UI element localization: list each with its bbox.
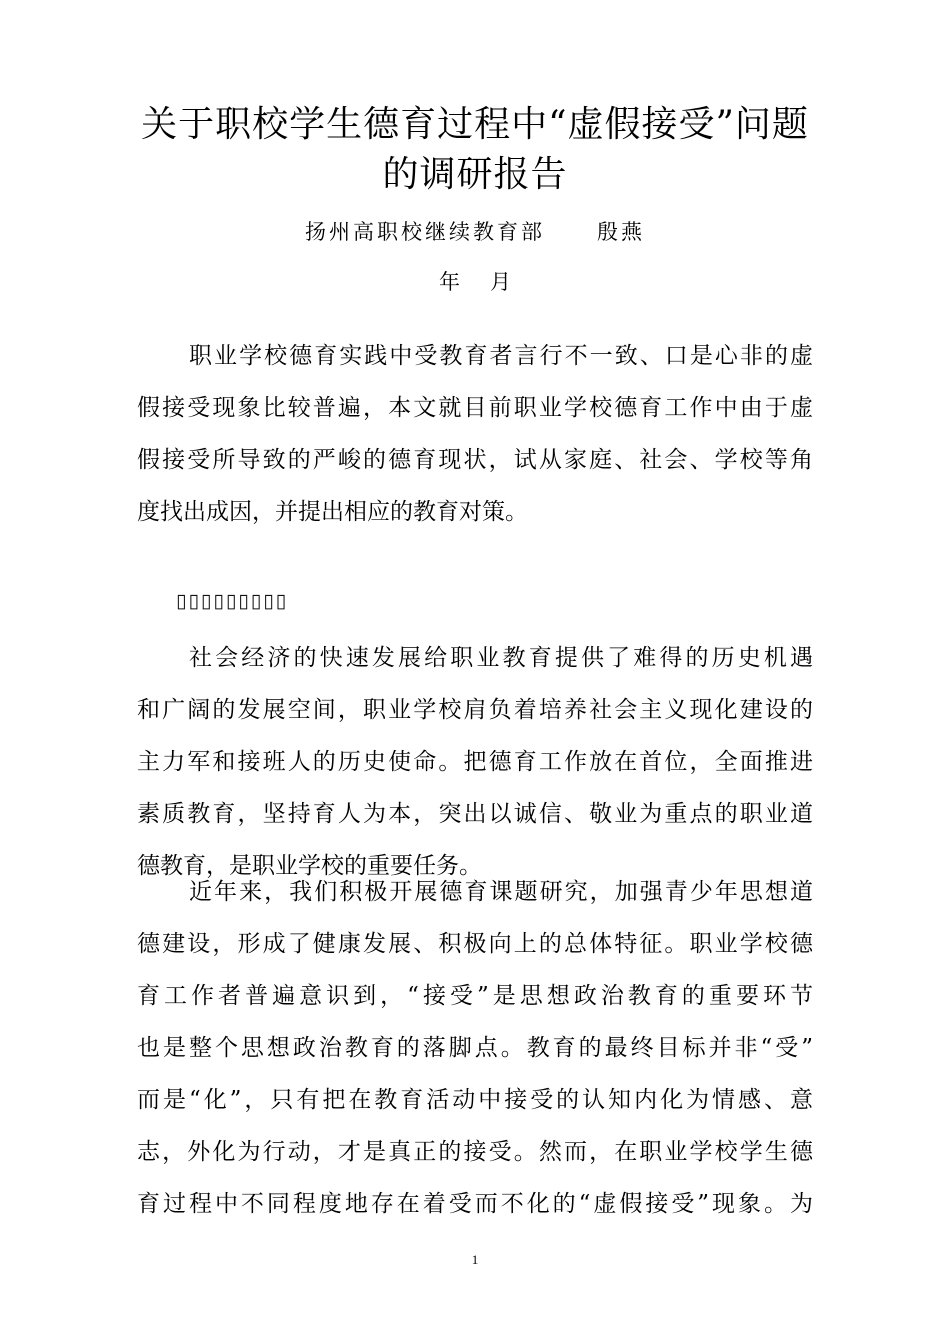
abstract-line: 度找出成因，并提出相应的教育对策。 — [137, 499, 528, 525]
author-name: 殷燕 — [597, 220, 645, 244]
paragraph-line: 育工作者普遍意识到，“接受”是思想政治教育的重要环节 — [137, 983, 813, 1009]
paragraph-line: 德建设，形成了健康发展、积极向上的总体特征。职业学校德 — [137, 931, 813, 957]
abstract-line: 职业学校德育实践中受教育者言行不一致、口是心非的虚 — [189, 343, 813, 369]
paragraph-line: 主力军和接班人的历史使命。把德育工作放在首位，全面推进 — [137, 749, 813, 775]
date-line — [0, 266, 950, 296]
paragraph-line: 社会经济的快速发展给职业教育提供了难得的历史机遇 — [189, 645, 813, 671]
abstract-paragraph — [137, 330, 813, 538]
paragraph-line: 而是“化”，只有把在教育活动中接受的认知内化为情感、意 — [137, 1087, 813, 1113]
paragraph-line: 也是整个思想政治教育的落脚点。教育的最终目标并非“受” — [137, 1035, 813, 1061]
paragraph-line: 素质教育，坚持育人为本，突出以诚信、敬业为重点的职业道 — [137, 801, 813, 827]
document-title-line-2: 的调研报告 — [382, 154, 568, 195]
body-paragraph-2 — [137, 866, 813, 1230]
paragraph-line: 和广阔的发展空间，职业学校肩负着培养社会主义现化建设的 — [137, 697, 813, 723]
paragraph-line: 育过程中不同程度地存在着受而不化的“虚假接受”现象。为 — [137, 1191, 813, 1217]
page-number: 1 — [471, 1252, 479, 1267]
date-year: 年 — [439, 270, 460, 294]
body-paragraph-1 — [137, 632, 813, 892]
document-title-line-1: 关于职校学生德育过程中“虚假接受”问题 — [141, 104, 809, 145]
paragraph-line: 近年来，我们积极开展德育课题研究，加强青少年思想道 — [189, 879, 813, 905]
section-heading: ▯▯▯▯▯▯▯▯▯ — [176, 590, 289, 612]
author-organization: 扬州高职校继续教育部 — [305, 220, 545, 244]
abstract-line: 假接受现象比较普遍，本文就目前职业学校德育工作中由于虚 — [137, 395, 813, 421]
date-month: 月 — [490, 270, 511, 294]
paragraph-line: 德教育，是职业学校的重要任务。 — [137, 853, 482, 879]
author-line — [0, 216, 950, 246]
abstract-line: 假接受所导致的严峻的德育现状，试从家庭、社会、学校等角 — [137, 447, 813, 473]
paragraph-line: 志，外化为行动，才是真正的接受。然而，在职业学校学生德 — [137, 1139, 813, 1165]
